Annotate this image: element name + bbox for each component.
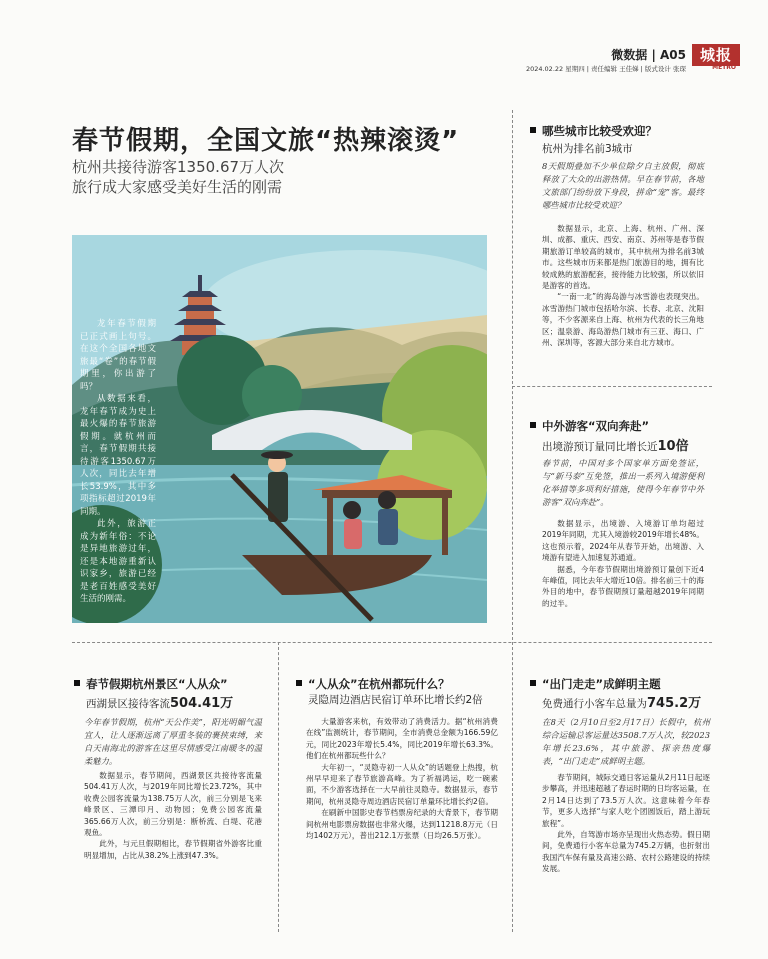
column-divider-bottom-1 bbox=[278, 642, 279, 932]
headline-subtitle-1: 杭州共接待游客1350.67万人次 bbox=[72, 158, 285, 176]
masthead bbox=[0, 0, 768, 80]
column-divider-right bbox=[512, 110, 513, 640]
main-headline: 春节假期，全国文旅“热辣滚烫” bbox=[72, 126, 460, 156]
section-marker-icon bbox=[530, 680, 536, 686]
section-body-westlake bbox=[84, 770, 262, 861]
paragraph: 在刷新中国影史春节档票房纪录的大背景下，春节期间杭州电影票房数据也非常火爆，达到11218.8万元（日均1402万元），普出212.1万张票（日均26.5万张）。 bbox=[306, 808, 498, 841]
paragraph: 数据显示，春节期间，西湖景区共接待客流量504.41万人次，与2019年同比增长23.72%，其中收费公园客流量为138.75万人次，前三分别是飞来峰景区、三潭印月、动物园；免费公园客流量365.66万人次，前三分别是：断桥流、白堤、花港观鱼。 bbox=[84, 771, 262, 838]
section-title-cities: 哪些城市比较受欢迎？ bbox=[530, 123, 657, 139]
section-subtitle-cities: 杭州为排名前3城市 bbox=[542, 143, 633, 155]
section-title-fun: “人从众”在杭州都玩什么？ bbox=[296, 676, 450, 692]
newspaper-logo-sub: METRO bbox=[712, 64, 736, 71]
section-marker-icon bbox=[530, 422, 536, 428]
paragraph: 据悉，今年春节假期出境游预订量创下近4年峰值，同比去年大增近10倍。排名前三十的海外目的地中，春节假期预订量超越2019年同期的过半。 bbox=[542, 564, 704, 608]
lead-paragraph-1: 龙年春节假期已正式画上句号。在这个全国各地文旅最“卷”的春节假期里，你出游了吗？ bbox=[80, 319, 156, 392]
divider-right-mid bbox=[512, 386, 712, 387]
section-name: 微数据 | A05 bbox=[611, 48, 686, 62]
section-subtitle-outbound: 出境游预订量同比增长近10倍 bbox=[542, 439, 689, 454]
paragraph: 此外，自驾游市场亦呈现出火热态势。假日期间，免费通行小客车总量为745.2万辆，也折射出我国汽车保有量及高速公路、农村公路建设的持续发展。 bbox=[542, 830, 710, 874]
section-subtitle-fun: 灵隐周边酒店民宿订单环比增长约2倍 bbox=[308, 694, 483, 706]
section-intro-cities: 8天假期叠加不少单位除夕自主放假，彻底释放了大众的出游热情。早在春节前，各地文旅部门纷纷放下身段，拼命“宠”客。最终哪些城市比较受欢迎？ bbox=[542, 161, 704, 210]
section-body-roads bbox=[542, 772, 710, 875]
headline-subtitle-2: 旅行成大家感受美好生活的刚需 bbox=[72, 178, 283, 196]
paragraph: “一南一北”的海岛游与冰雪游也表现突出。冰雪游热门城市包括哈尔滨、长春、北京、沈阳等，不少客源来自上海、杭州为代表的长三角地区；温泉游、海岛游热门城市有三亚、海口、广州、深圳等，客源大部分来自北方城市。 bbox=[542, 292, 704, 348]
section-title-outbound: 中外游客“双向奔赴” bbox=[530, 418, 649, 434]
section-marker-icon bbox=[74, 680, 80, 686]
section-intro-outbound: 春节前，中国对多个国家单方面免签证，与“新马泰”互免签，推出一系列入境游便利化举措等多项利好措施，使得今年春节中外游客“双向奔赴”。 bbox=[542, 458, 704, 507]
section-body-outbound bbox=[542, 518, 704, 609]
divider-horizontal bbox=[72, 642, 712, 643]
section-subtitle-westlake: 西湖景区接待客流504.41万 bbox=[86, 696, 234, 711]
paragraph: 大量游客来杭，有效带动了消费活力。据“杭州消费在线”监测统计，春节期间，全市消费总金额为166.59亿元，同比2023年增长5.4%，同比2019年增长63.3%。他们在杭州都玩些什么？ bbox=[306, 717, 498, 761]
issue-line: 2024.02.22 星期四 | 责任编辑 王佳娣 | 版式设计 张琛 bbox=[525, 65, 686, 73]
paragraph: 此外，与元旦假期相比，春节假期省外游客比重明显增加，占比从38.2%上涨到47.3%。 bbox=[84, 839, 262, 860]
section-intro-roads: 在8天（2月10日至2月17日）长假中，杭州综合运输总客运量达3508.7万人次，较2023年增长23.6%，其中旅游、探亲热度爆表，“出门走走”成鲜明主题。 bbox=[542, 717, 710, 766]
column-divider-bottom-2 bbox=[512, 642, 513, 932]
section-title-westlake: 春节假期杭州景区“人从众” bbox=[74, 676, 228, 692]
section-marker-icon bbox=[530, 127, 536, 133]
paragraph: 数据显示，北京、上海、杭州、广州、深圳、成都、重庆、西安、南京、苏州等是春节假期旅游订单较高的城市，其中杭州为排名前3城市。这些城市历来都是热门旅游目的地，拥有比较成熟的旅游配套，接待能力比较强，所以依旧是游客的首选。 bbox=[542, 224, 704, 291]
section-body-fun bbox=[306, 716, 498, 841]
section-intro-westlake: 今年春节假期，杭州“天公作美”，阳光明媚气温宜人，让人逐渐远离了厚重冬装的裹挟束缚，来自天南海北的游客在这里尽情感受江南暖冬的温柔魅力。 bbox=[84, 717, 262, 766]
paragraph: 春节期间，城际交通日客运量从2月11日起逐步攀高，并迅速超越了春运时期的日均客运量，在2月14日达到了73.5万人次。这意味着今年春节，更多人选择“与家人吃个团圆饭后，踏上游玩旅程”。 bbox=[542, 773, 710, 828]
section-subtitle-roads: 免费通行小客车总量为745.2万 bbox=[542, 696, 702, 711]
newspaper-logo: 城报 bbox=[692, 44, 740, 66]
section-marker-icon bbox=[296, 680, 302, 686]
section-body-cities bbox=[542, 223, 704, 348]
lead-paragraph-3: 此外，旅游正成为新年俗：不论是异地旅游过年，还是本地游重新认识家乡，旅游已经是老百姓感受美好生活的刚需。 bbox=[80, 519, 156, 604]
lead-paragraph-2: 从数据来看，龙年春节成为史上最火爆的春节旅游假期。就杭州而言，春节假期共接待游客1350.67万人次，同比去年增长53.9%，其中多项指标超过2019年同期。 bbox=[80, 394, 156, 517]
paragraph: 数据显示，出境游、入境游订单均超过2019年同期，尤其入境游较2019年增长48%。这也预示着，2024年从春节开始，出境游、入境游有望进入加速复苏通道。 bbox=[542, 519, 704, 563]
section-title-roads: “出门走走”成鲜明主题 bbox=[530, 676, 661, 692]
paragraph: 大年初一，“灵隐寺初一人从众”的话题登上热搜，杭州早早迎来了春节旅游高峰。为了祈福鸿运，吃一碗素面，不少游客选择在一大早前往灵隐寺。数据显示，春节期间，杭州灵隐寺周边酒店民宿订单量环比增长约2倍。 bbox=[306, 762, 498, 806]
lead-paragraphs bbox=[80, 318, 156, 606]
